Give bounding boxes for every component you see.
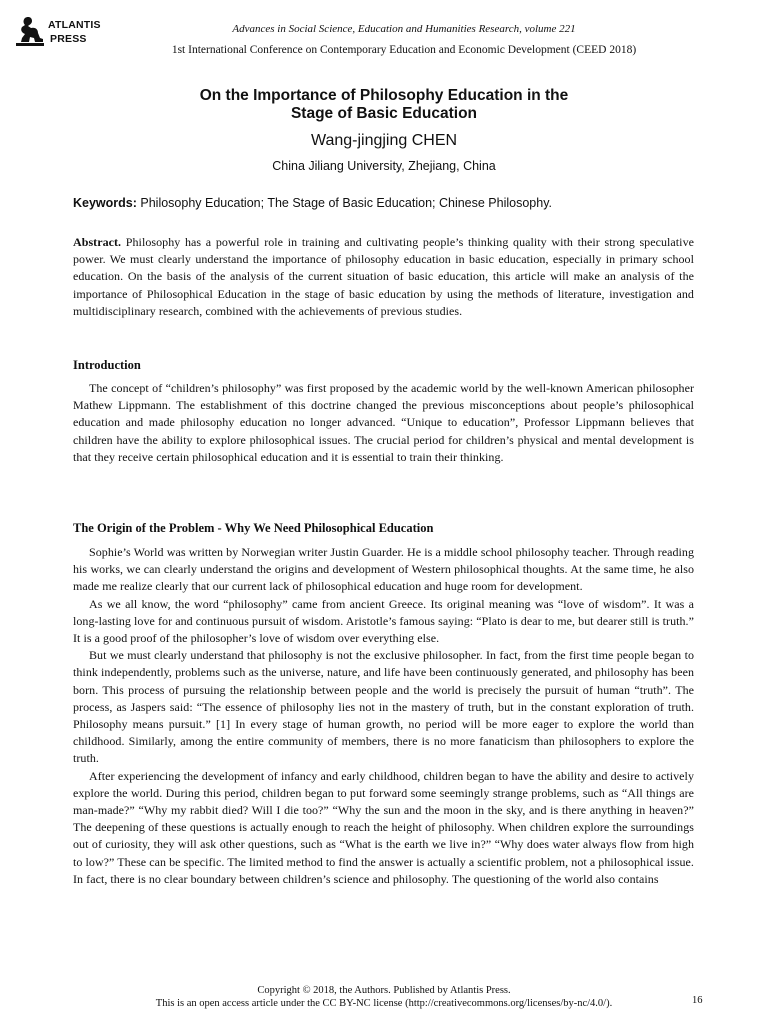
author-affiliation: China Jiliang University, Zhejiang, China [272,159,496,173]
title-line-1: On the Importance of Philosophy Education in the [199,87,569,104]
page-number: 16 [692,995,703,1006]
section-heading-origin: The Origin of the Problem - Why We Need Philosophical Education [73,521,434,535]
section-heading-introduction: Introduction [73,358,141,372]
paragraph: But we must clearly understand that philosophy is not the exclusive philosopher. In fact, from the first time people began to think independently, problems such as the universe, nature, and life have been continuously generated, and philosophy has been born. This process of pursuing the relationship between people and the world is precisely the pursuit of human “truth”. The process, as Jaspers said: “The essence of philosophy lies not in the mastery of truth, but in the constant exploration of truth. Philosophy means pursuit.” [1] In every stage of human growth, no period will be more eager to explore the world than childhood. Similarly, among the entire community of members, there is no more fanaticism than philosophers to explore the truth. [73,648,694,766]
footer [0,984,768,1010]
license-notice: This is an open access article under the CC BY-NC license (http://creativecommons.org/licenses/by-nc/4.0/). [155,998,613,1009]
conference-title: 1st International Conference on Contemporary Education and Economic Development (CEED 2018) [171,44,637,56]
publisher-name: ATLANTIS PRESS [48,19,101,45]
paper-title [0,87,768,123]
paragraph: After experiencing the development of infancy and early childhood, children began to have the ability and desire to actively explore the world. During this period, children began to put forward some seemingly strange problems, such as “All things are man-made?” “Why my rabbit died? Will I die too?” “Why the sun and the moon in the sky, and is there anything in heaven?” The deepening of these questions is actually enough to reach the height of philosophy. When children explore the surroundings out of curiosity, they will ask other questions, such as “What is the earth we live in?” “Why does water always flow from high to low?” These can be specific. The limited method to find the answer is actually a scientific problem, not a philosophical issue. In fact, there is no clear boundary between children’s science and philosophy. The questioning of the world also contains [73,768,694,886]
author-name: Wang-jingjing CHEN [310,132,458,149]
abstract-text: Philosophy has a powerful role in training and cultivating people’s thinking quality with their strong speculative power. We must clearly understand the importance of philosophy education in basic education, especially in primary school education. On the basis of the analysis of the current situation of basic education, this article will make an analysis of the importance of Philosophical Education in the stage of basic education by using the methods of literature, investigation and multidisciplinary research, combined with the achievements of previous studies. [73,235,694,318]
copyright-notice: Copyright © 2018, the Authors. Published by Atlantis Press. [257,985,511,996]
paragraph: The concept of “children’s philosophy” was first proposed by the academic world by the well-known American philosopher Mathew Lippmann. The establishment of this doctrine changed the previous misconceptions about people’s philosophical education and made philosophy education no longer advanced. “Unique to education”, Professor Lippmann believes that children have the ability to explore philosophical issues. The crucial period for children’s physical and mental development is that they receive certain philosophical education and it is essential to train their thinking. [73,381,694,464]
journal-title: Advances in Social Science, Education and Humanities Research, volume 221 [232,23,576,35]
keywords [73,195,698,211]
title-line-2: Stage of Basic Education [290,105,478,122]
paragraph: Sophie’s World was written by Norwegian writer Justin Guarder. He is a middle school philosophy teacher. Through reading his works, we can clearly understand the origins and development of Western philosophical thoughts. At the same time, he also made me realize clearly that our current lack of philosophical education and huge room for development. [73,545,694,594]
abstract [73,234,694,320]
paragraph: As we all know, the word “philosophy” came from ancient Greece. Its original meaning was “love of wisdom”. It was a long-lasting love for and continuous pursuit of wisdom. Aristotle’s famous saying: “Plato is dear to me, but dearer still is truth.” It is a good proof of the philosopher’s love of wisdom over everything else. [73,596,694,646]
origin-body [73,544,694,888]
keywords-label: Keywords: [73,196,137,210]
introduction-body [73,380,694,466]
keywords-text: Philosophy Education; The Stage of Basic Education; Chinese Philosophy. [140,196,552,210]
abstract-label: Abstract. [73,235,122,249]
